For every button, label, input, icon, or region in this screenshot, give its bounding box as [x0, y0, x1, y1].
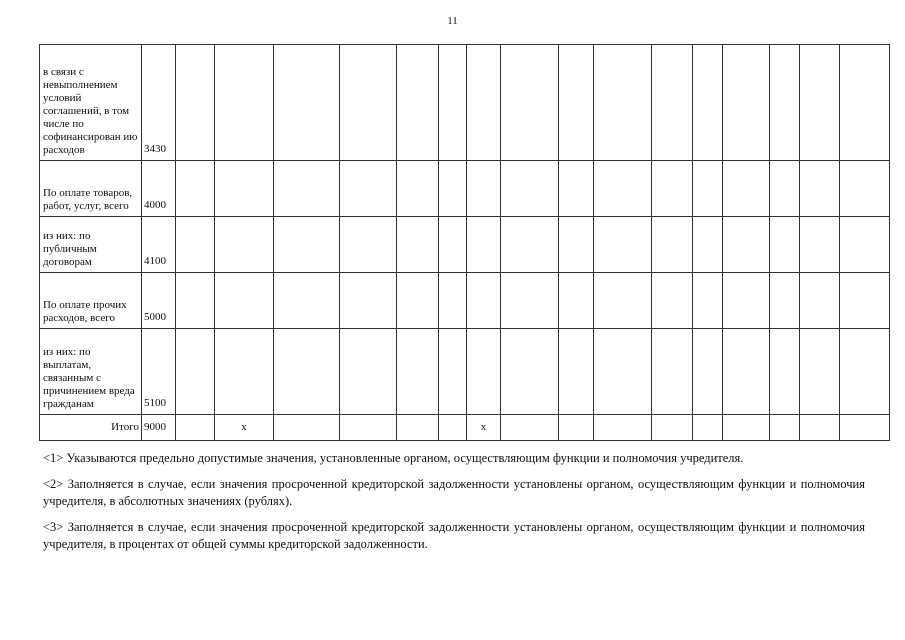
row-code: 4000 [142, 161, 176, 217]
row-label: в связи с невыполнением условий соглашений, в том числе по софинансирован ию расходов [40, 45, 142, 161]
total-mark-x: x [215, 415, 274, 441]
page-number: 11 [447, 15, 458, 27]
footnote-1: <1> Указываются предельно допустимые значения, установленные органом, осуществляющим функции и полномочия учредителя. [43, 451, 744, 465]
footnotes [43, 450, 865, 562]
table-row [40, 45, 890, 161]
total-row [40, 415, 890, 441]
footnote-3: <3> Заполняется в случае, если значения просроченной кредиторской задолженности установлены органом, осуществляющим функции и полномочия учредителя, в процентах от общей суммы кредиторской задолженности. [43, 520, 865, 551]
total-label: Итого [40, 415, 142, 441]
row-label: По оплате прочих расходов, всего [40, 273, 142, 329]
total-mark-x: x [467, 415, 501, 441]
table-row [40, 273, 890, 329]
total-code: 9000 [142, 415, 176, 441]
table-row [40, 329, 890, 415]
row-label: из них: по выплатам, связанным с причинением вреда гражданам [40, 329, 142, 415]
footnote-2: <2> Заполняется в случае, если значения просроченной кредиторской задолженности установлены органом, осуществляющим функции и полномочия учредителя, в абсолютных значениях (рублях). [43, 477, 865, 508]
row-label: По оплате товаров, работ, услуг, всего [40, 161, 142, 217]
row-code: 4100 [142, 217, 176, 273]
report-table [39, 44, 890, 441]
row-label: из них: по публичным договорам [40, 217, 142, 273]
table-row [40, 161, 890, 217]
row-code: 5000 [142, 273, 176, 329]
row-code: 3430 [142, 45, 176, 161]
row-code: 5100 [142, 329, 176, 415]
table-row [40, 217, 890, 273]
